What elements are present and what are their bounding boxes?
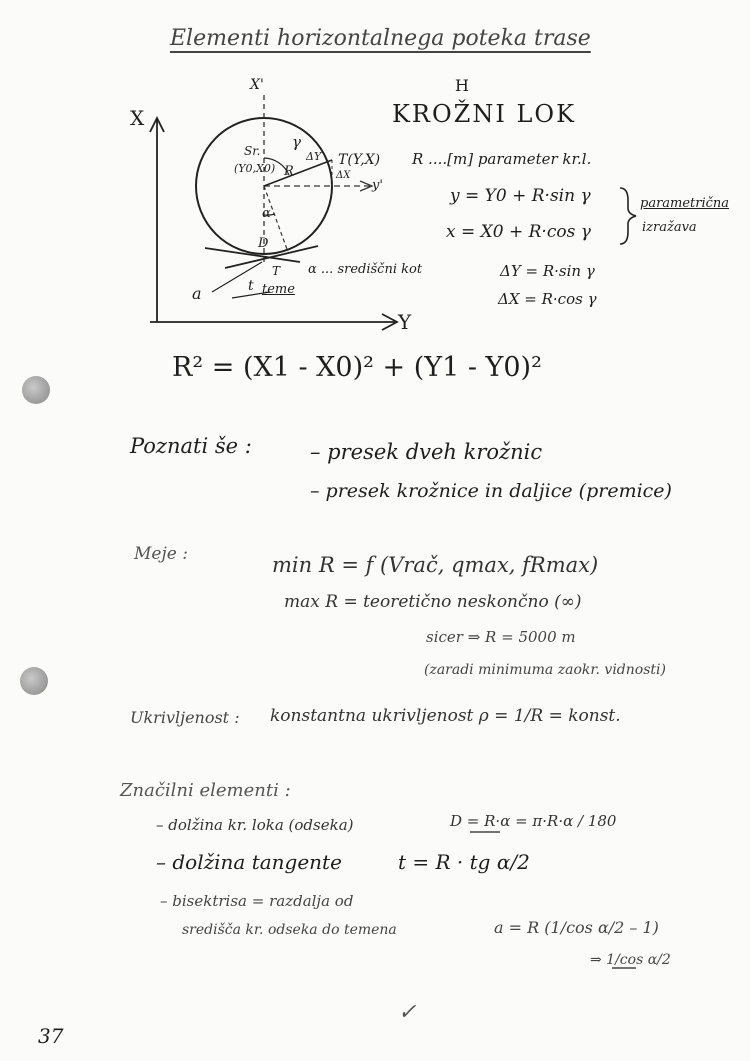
section-heading: KROŽNI LOK: [392, 100, 577, 128]
known-item-1: – presek dveh krožnic: [310, 440, 543, 464]
limits-line-3: sicer ⇒ R = 5000 m: [426, 628, 576, 646]
param-brace: [620, 188, 636, 244]
gamma-label: γ: [292, 133, 301, 151]
center-label: Sr.: [244, 144, 261, 158]
limits-line-2: max R = teoretično neskončno (∞): [284, 592, 582, 612]
limits-line-1: min R = f (Vrač, qmax, fRmax): [272, 553, 599, 577]
element-item-3b: središča kr. odseka do temena: [182, 922, 397, 938]
known-item-2: – presek krožnice in daljice (premice): [310, 480, 672, 502]
elements-label: Značilni elementi :: [120, 780, 291, 801]
known-label: Poznati še :: [130, 434, 252, 458]
tangent-t-label: T: [272, 264, 281, 278]
check-mark: ✓: [398, 1000, 417, 1025]
element-formula-3b: ⇒ 1/cos α/2: [590, 952, 671, 968]
center-coords: (Y0,X0): [234, 162, 276, 175]
heading-h-accent: H: [455, 76, 469, 95]
param-label-1: parametrična: [640, 196, 730, 211]
delta-y-label: ΔY: [306, 150, 322, 163]
curvature-text: konstantna ukrivljenost ρ = 1/R = konst.: [270, 706, 621, 726]
limits-line-4: (zaradi minimuma zaokr. vidnosti): [424, 662, 666, 678]
alpha-description: α ... središčni kot: [308, 262, 423, 277]
curvature-label: Ukrivljenost :: [130, 708, 240, 727]
x-axis-label: X: [130, 106, 145, 130]
arc-d-label: D: [258, 236, 269, 251]
equation-delta-x: ΔX = R·cos γ: [498, 290, 597, 308]
param-r-text: R ....[m] parameter kr.l.: [412, 150, 592, 168]
equation-y: y = Y0 + R·sin γ: [450, 186, 591, 206]
param-label-2: izražava: [642, 220, 697, 235]
y-prime-label: y': [372, 178, 383, 193]
element-formula-2: t = R · tg α/2: [398, 850, 530, 874]
x-prime-label: X': [250, 77, 264, 93]
y-axis-label: Y: [398, 310, 412, 334]
page-title: Elementi horizontalnega poteka trase: [170, 26, 591, 51]
teme-label: teme: [262, 282, 295, 297]
equation-delta-y: ΔY = R·sin γ: [500, 262, 595, 280]
limits-label: Meje :: [134, 544, 188, 564]
element-formula-3: a = R (1/cos α/2 – 1): [494, 918, 659, 937]
equation-x: x = X0 + R·cos γ: [446, 222, 591, 242]
alpha-label: α: [262, 206, 271, 221]
a-label: a: [192, 284, 202, 303]
circle-equation: R² = (X1 - X0)² + (Y1 - Y0)²: [172, 352, 542, 383]
radius-label: R: [284, 164, 294, 179]
t-small-label: t: [248, 278, 254, 294]
element-item-2: – dolžina tangente: [156, 850, 342, 874]
page-number: 37: [38, 1024, 64, 1048]
element-item-3a: – bisektrisa = razdalja od: [160, 892, 354, 910]
delta-x-label: ΔX: [336, 170, 351, 181]
element-item-1: – dolžina kr. loka (odseka): [156, 816, 354, 834]
element-formula-1: D = R·α = π·R·α / 180: [450, 812, 617, 830]
point-t-label: T(Y,X): [338, 152, 381, 168]
